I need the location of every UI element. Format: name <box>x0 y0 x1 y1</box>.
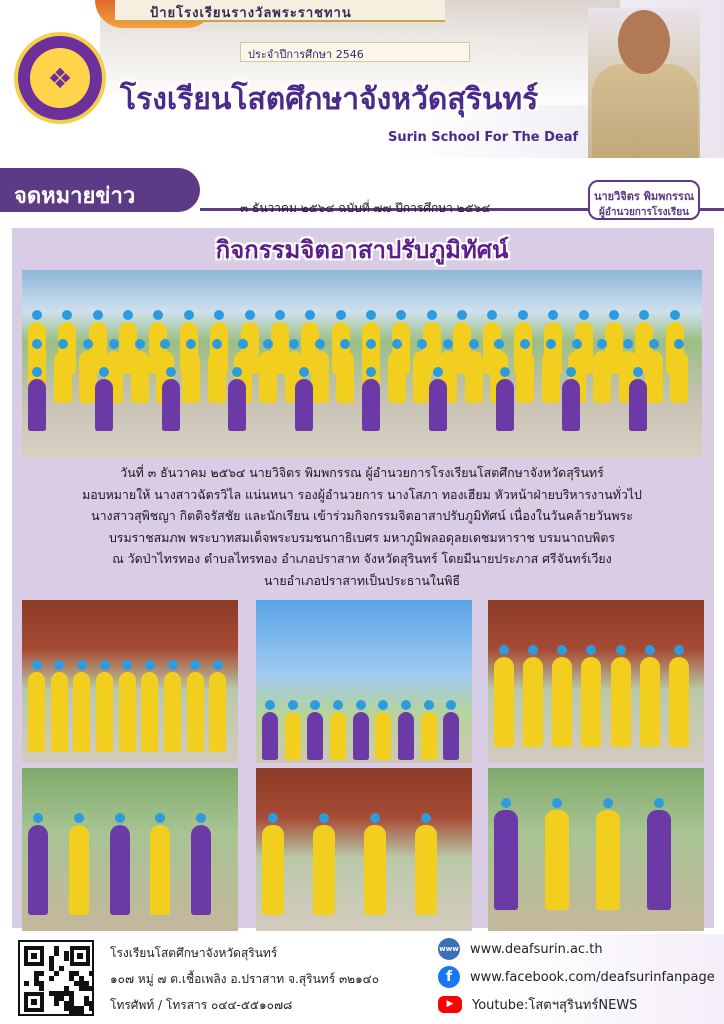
activity-photo-3 <box>488 600 704 763</box>
article-line: มอบหมายให้ นางสาวฉัตรวิไล แน่นหนา รองผู้อำนวยการ นางโสภา ทองเฮียม หัวหน้าฝ่ายบริหารงานทั่วไป <box>82 486 642 502</box>
qr-module <box>54 1001 59 1006</box>
person-cap <box>214 310 224 320</box>
person-cap <box>145 660 155 670</box>
newsletter-label: จดหมายข่าว <box>14 184 136 209</box>
person-cap <box>396 310 406 320</box>
website-link[interactable] <box>438 938 603 960</box>
person-cap <box>499 645 509 655</box>
person-cap <box>520 339 530 349</box>
person-cap <box>168 660 178 670</box>
director-caption <box>588 180 700 220</box>
article-body <box>30 462 694 591</box>
person-figure <box>295 379 313 431</box>
person-cap <box>597 339 607 349</box>
person-cap <box>557 645 567 655</box>
qr-module <box>64 956 69 961</box>
footer-address: ๑๐๗ หมู่ ๗ ต.เชื้อเพลิง อ.ปราสาท จ.สุรินทร์ ๓๒๑๔๐ <box>110 972 380 986</box>
person-figure <box>429 379 447 431</box>
person-figure <box>150 825 170 915</box>
person-figure <box>54 351 72 403</box>
footer-school-name: โรงเรียนโสตศึกษาจังหวัดสุรินทร์ <box>110 946 278 960</box>
person-figure <box>51 672 68 752</box>
school-name-en: Surin School For The Deaf <box>388 130 579 145</box>
person-cap <box>392 339 402 349</box>
article-line: วันที่ ๓ ธันวาคม ๒๕๖๔ นายวิจิตร พิมพกรรณ ผู้อำนวยการโรงเรียนโสตศึกษาจังหวัดสุรินทร์ <box>120 465 604 480</box>
person-figure <box>95 379 113 431</box>
person-cap <box>32 339 42 349</box>
person-figure <box>494 657 514 747</box>
person-cap <box>275 310 285 320</box>
person-figure <box>421 712 437 760</box>
youtube-link-text[interactable]: Youtube:โสตฯสุรินทร์NEWS <box>472 997 638 1013</box>
person-figure <box>96 672 113 752</box>
person-cap <box>310 700 320 710</box>
globe-icon: www <box>438 938 460 960</box>
person-figure <box>28 672 45 752</box>
person-cap <box>288 700 298 710</box>
person-cap <box>299 367 309 377</box>
person-figure <box>307 712 323 760</box>
person-cap <box>518 310 528 320</box>
article-line: นายอำเภอปราสาทเป็นประธานในพิธี <box>263 572 461 588</box>
qr-module <box>89 1006 94 1011</box>
person-cap <box>213 660 223 670</box>
person-cap <box>670 310 680 320</box>
person-figure <box>516 351 534 403</box>
person-cap <box>552 798 562 808</box>
person-figure <box>73 672 90 752</box>
person-cap <box>378 700 388 710</box>
article-line: นางสาวสุพิชญา กิตติจรัสชัย และนักเรียน เข้าร่วมกิจกรรมจิตอาสาปรับภูมิทัศน์ เนื่องในวันคล้ายวันพระ <box>91 508 633 523</box>
person-cap <box>58 339 68 349</box>
footer-phone: โทรศัพท์ / โทรสาร ๐๔๔-๕๕๑๐๗๘ <box>110 998 293 1012</box>
person-cap <box>645 645 655 655</box>
person-figure <box>119 672 136 752</box>
person-figure <box>28 825 48 915</box>
person-figure <box>187 672 204 752</box>
person-cap <box>370 813 380 823</box>
person-figure <box>629 379 647 431</box>
person-figure <box>131 351 149 403</box>
person-figure <box>669 657 689 747</box>
banner-sign-text: ป้ายโรงเรียนรางวัลพระราชทาน <box>150 6 352 21</box>
person-figure <box>593 351 611 403</box>
person-figure <box>353 712 369 760</box>
person-figure <box>523 657 543 747</box>
person-figure <box>362 379 380 431</box>
person-cap <box>548 310 558 320</box>
qr-module <box>79 1011 84 1016</box>
person-cap <box>623 339 633 349</box>
person-cap <box>268 813 278 823</box>
person-cap <box>109 339 119 349</box>
person-figure <box>182 351 200 403</box>
person-cap <box>417 339 427 349</box>
facebook-icon: f <box>438 966 460 988</box>
qr-module <box>59 966 64 971</box>
person-cap <box>366 310 376 320</box>
person-figure <box>330 712 346 760</box>
person-cap <box>572 339 582 349</box>
person-cap <box>649 339 659 349</box>
qr-module <box>39 986 44 991</box>
person-cap <box>586 645 596 655</box>
person-figure <box>496 379 514 431</box>
person-cap <box>305 310 315 320</box>
person-figure <box>670 351 688 403</box>
person-cap <box>32 660 42 670</box>
person-cap <box>421 813 431 823</box>
person-cap <box>674 339 684 349</box>
activity-photo-1 <box>22 600 238 763</box>
person-cap <box>186 339 196 349</box>
person-cap <box>99 367 109 377</box>
person-cap <box>528 645 538 655</box>
person-cap <box>609 310 619 320</box>
person-figure <box>259 351 277 403</box>
person-figure <box>494 810 518 910</box>
person-figure <box>645 351 663 403</box>
facebook-link[interactable] <box>438 966 715 988</box>
qr-finder <box>24 992 44 1012</box>
person-figure <box>262 825 284 915</box>
person-cap <box>319 813 329 823</box>
person-cap <box>190 660 200 670</box>
activity-title: กิจกรรมจิตอาสาปรับภูมิทัศน์ <box>215 236 509 264</box>
person-cap <box>74 813 84 823</box>
qr-finder <box>70 946 90 966</box>
person-figure <box>542 351 560 403</box>
article-line: บรมราชสมภพ พระบาทสมเด็จพระบรมชนกาธิเบศร มหาภูมิพลอดุลยเดชมหาราช บรมนาถบพิตร <box>108 529 616 545</box>
person-figure <box>415 825 437 915</box>
person-cap <box>333 700 343 710</box>
person-figure <box>596 810 620 910</box>
person-figure <box>110 825 130 915</box>
person-figure <box>336 351 354 403</box>
person-cap <box>77 660 87 670</box>
qr-module <box>39 971 44 976</box>
person-figure <box>640 657 660 747</box>
person-cap <box>401 700 411 710</box>
person-cap <box>487 310 497 320</box>
person-figure <box>228 379 246 431</box>
person-figure <box>388 351 406 403</box>
person-cap <box>32 310 42 320</box>
person-cap <box>674 645 684 655</box>
person-figure <box>398 712 414 760</box>
person-cap <box>603 798 613 808</box>
person-figure <box>647 810 671 910</box>
person-figure <box>69 825 89 915</box>
person-cap <box>289 339 299 349</box>
person-figure <box>191 825 211 915</box>
website-link-text[interactable]: www.deafsurin.ac.th <box>470 941 603 957</box>
activity-photo-6 <box>488 768 704 931</box>
person-figure <box>611 657 631 747</box>
person-figure <box>562 379 580 431</box>
person-figure <box>262 712 278 760</box>
director-uniform <box>592 64 698 158</box>
person-cap <box>366 339 376 349</box>
person-cap <box>238 339 248 349</box>
person-cap <box>427 310 437 320</box>
person-cap <box>336 310 346 320</box>
person-cap <box>166 367 176 377</box>
youtube-icon: ▶ <box>438 996 462 1013</box>
person-cap <box>62 310 72 320</box>
person-cap <box>500 367 510 377</box>
qr-finder <box>24 946 44 966</box>
issue-info: ๓ ธันวาคม ๒๕๖๔ ฉบับที่ ๗๗ ปีการศึกษา ๒๕๖๔ <box>240 201 491 215</box>
article-line: ณ วัดป่าไทรทอง ตำบลไทรทอง อำเภอปราสาท จังหวัดสุรินทร์ โดยมีนายประภาส ศรีจันทร์เวียง <box>112 551 612 566</box>
person-cap <box>446 700 456 710</box>
person-cap <box>212 339 222 349</box>
person-cap <box>654 798 664 808</box>
person-cap <box>469 339 479 349</box>
person-cap <box>153 310 163 320</box>
school-logo <box>14 32 106 124</box>
director-name: นายวิจิตร พิมพกรรณ <box>593 190 695 203</box>
person-cap <box>340 339 350 349</box>
person-figure <box>209 672 226 752</box>
person-figure <box>311 351 329 403</box>
person-cap <box>135 339 145 349</box>
person-cap <box>433 367 443 377</box>
person-cap <box>115 813 125 823</box>
logo-emblem-icon: ❖ <box>30 48 90 108</box>
person-figure <box>285 712 301 760</box>
qr-module <box>49 976 54 981</box>
person-cap <box>616 645 626 655</box>
person-cap <box>122 660 132 670</box>
person-cap <box>443 339 453 349</box>
person-figure <box>443 712 459 760</box>
person-figure <box>465 351 483 403</box>
activity-photo-2 <box>256 600 472 763</box>
person-figure <box>581 657 601 747</box>
person-cap <box>424 700 434 710</box>
person-cap <box>123 310 133 320</box>
qr-module <box>89 986 94 991</box>
person-figure <box>141 672 158 752</box>
person-cap <box>265 700 275 710</box>
qr-module <box>24 981 29 986</box>
person-figure <box>28 379 46 431</box>
person-figure <box>364 825 386 915</box>
person-cap <box>494 339 504 349</box>
director-role: ผู้อำนวยการโรงเรียน <box>599 207 689 218</box>
activity-photo-5 <box>256 768 472 931</box>
banner-sign-secondary-text: ประจำปีการศึกษา 2546 <box>248 48 364 61</box>
person-cap <box>33 813 43 823</box>
person-cap <box>83 339 93 349</box>
qr-module <box>54 951 59 956</box>
person-cap <box>184 310 194 320</box>
qr-module <box>89 971 94 976</box>
person-cap <box>639 310 649 320</box>
person-cap <box>633 367 643 377</box>
person-cap <box>93 310 103 320</box>
director-head <box>618 10 670 74</box>
person-figure <box>208 351 226 403</box>
person-figure <box>545 810 569 910</box>
header <box>0 0 724 158</box>
person-cap <box>54 660 64 670</box>
person-figure <box>552 657 572 747</box>
person-cap <box>263 339 273 349</box>
person-cap <box>100 660 110 670</box>
qr-module <box>54 971 59 976</box>
person-figure <box>313 825 335 915</box>
school-name-th: โรงเรียนโสตศึกษาจังหวัดสุรินทร์ <box>120 82 539 117</box>
facebook-link-text[interactable]: www.facebook.com/deafsurinfanpage <box>470 969 715 985</box>
person-figure <box>375 712 391 760</box>
person-cap <box>579 310 589 320</box>
person-cap <box>546 339 556 349</box>
person-cap <box>196 813 206 823</box>
group-photo <box>22 270 702 458</box>
activity-photo-4 <box>22 768 238 931</box>
person-cap <box>457 310 467 320</box>
person-cap <box>245 310 255 320</box>
person-cap <box>315 339 325 349</box>
person-cap <box>155 813 165 823</box>
youtube-link[interactable] <box>438 993 637 1015</box>
qr-code[interactable] <box>18 940 94 1016</box>
person-figure <box>162 379 180 431</box>
person-cap <box>501 798 511 808</box>
person-cap <box>160 339 170 349</box>
person-cap <box>356 700 366 710</box>
person-figure <box>164 672 181 752</box>
